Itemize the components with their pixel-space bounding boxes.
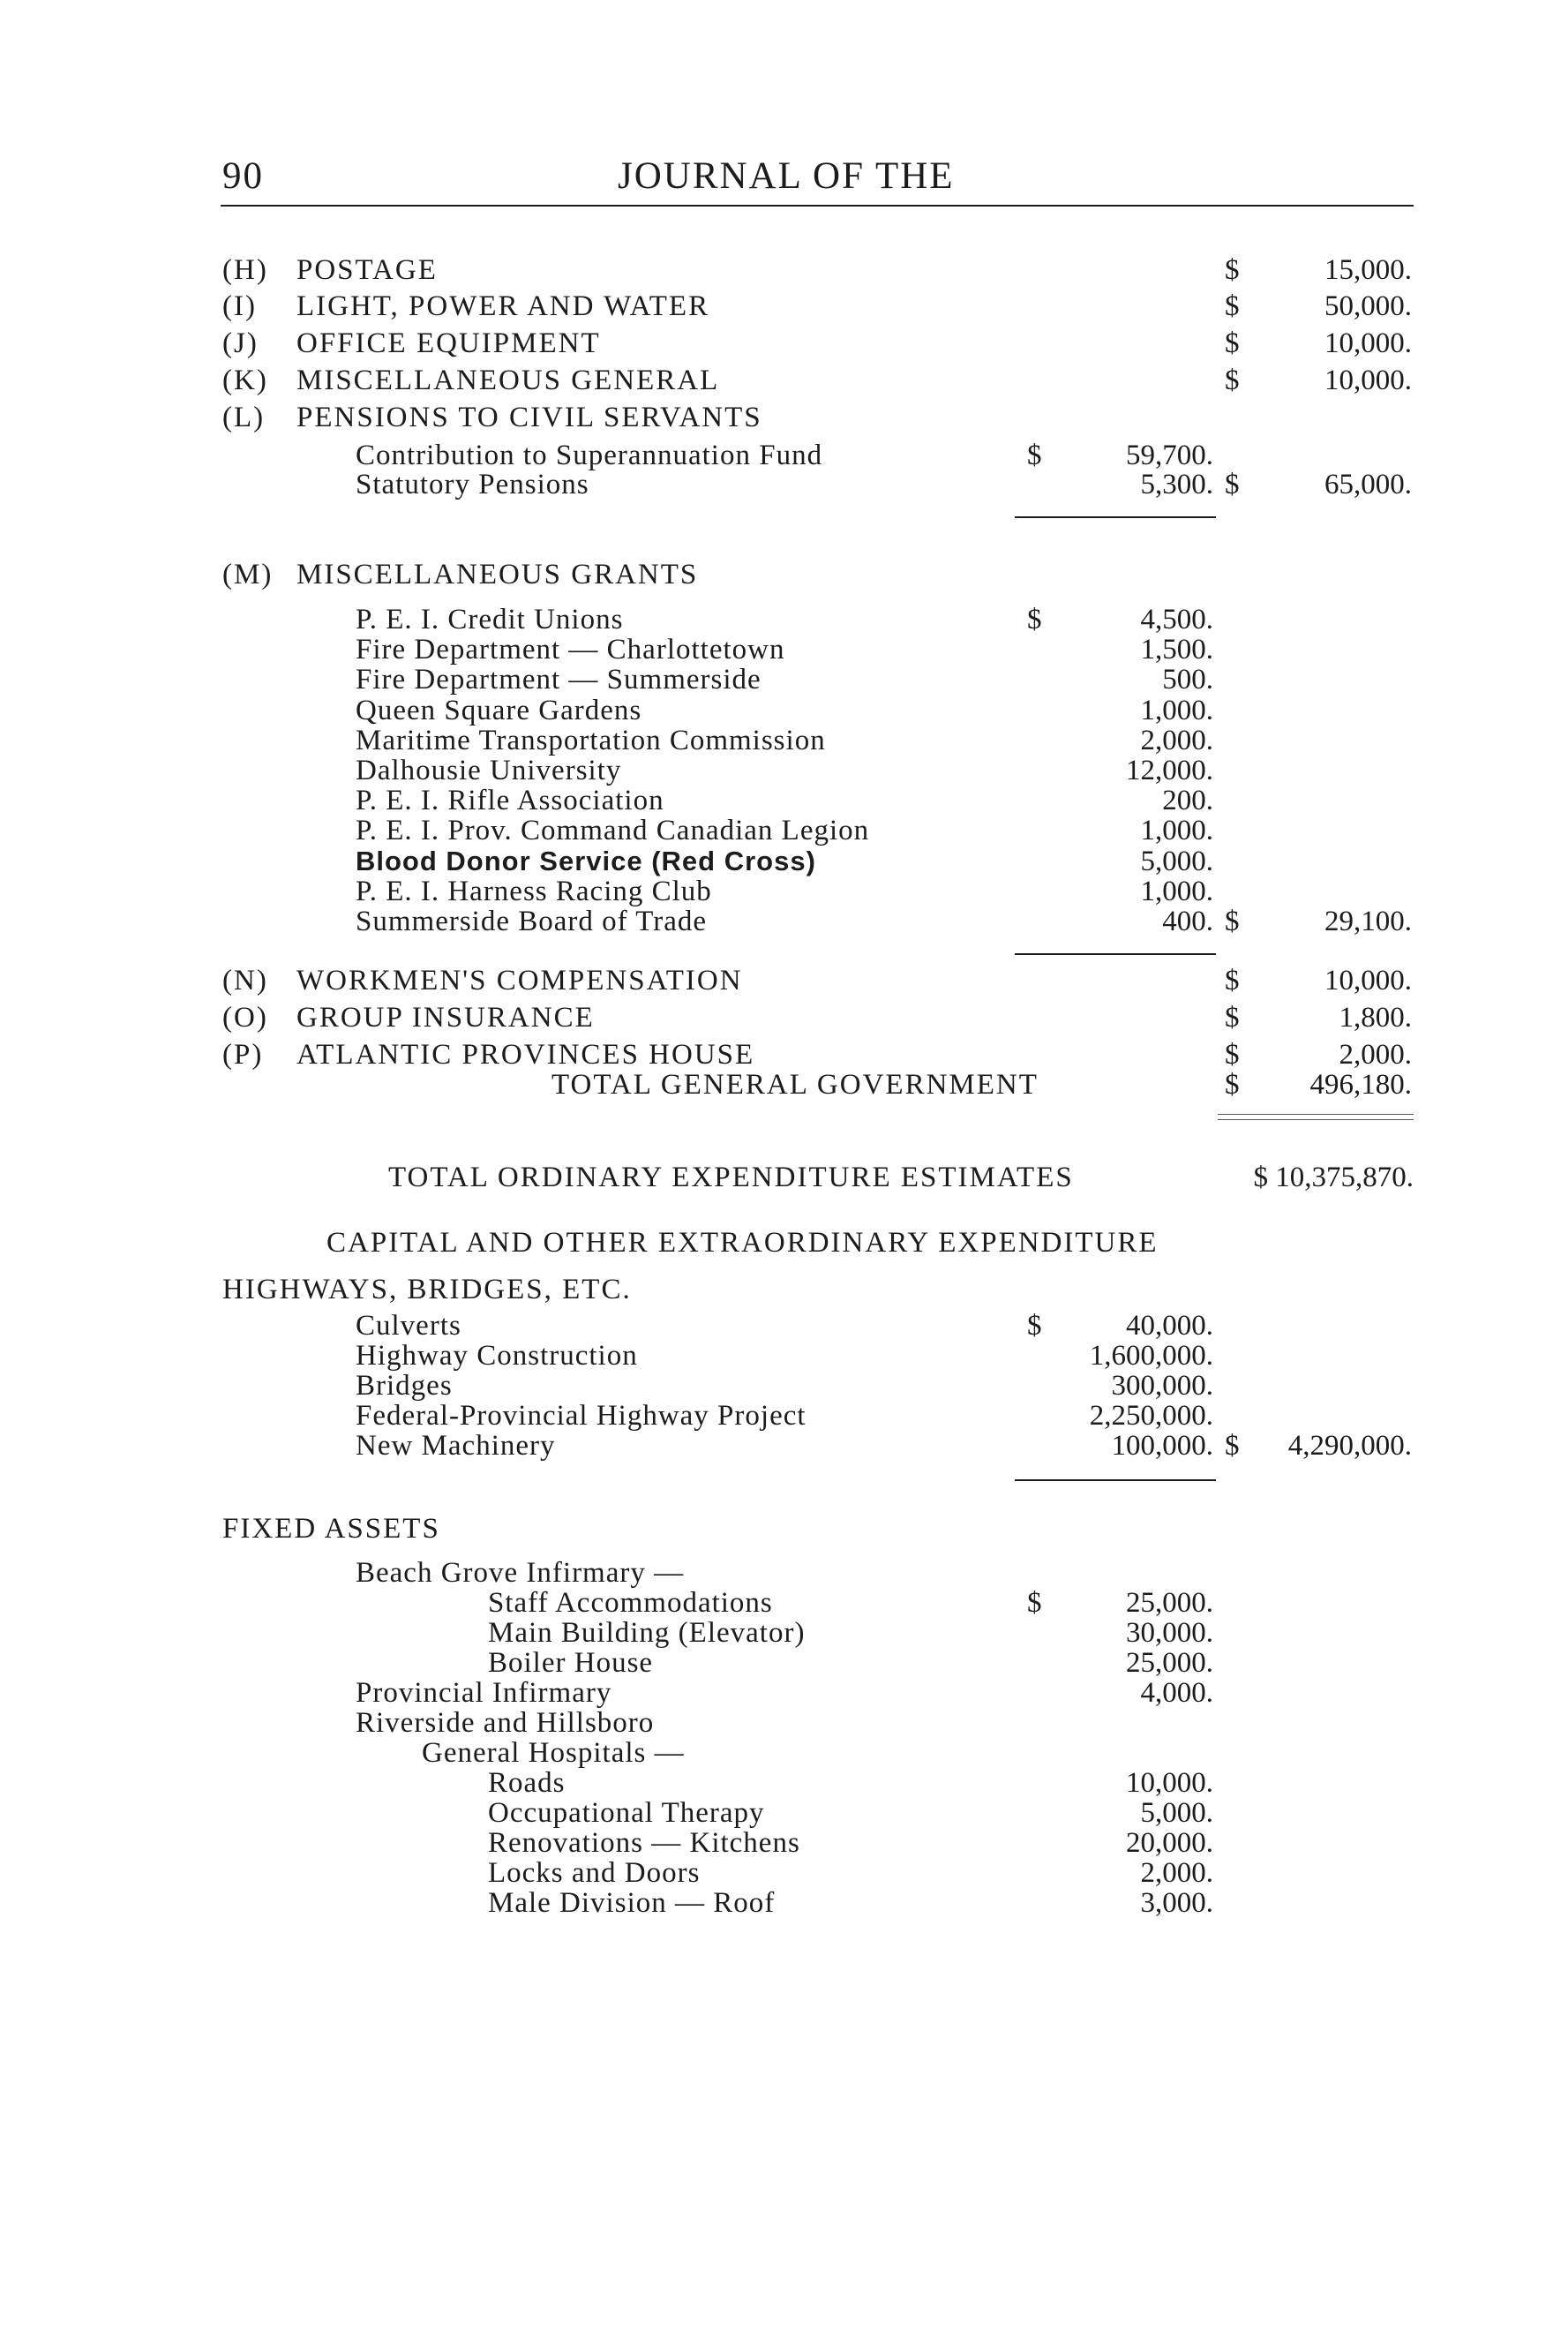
line-item-amount: 3,000. <box>1140 1887 1213 1919</box>
line-item-amount: 1,600,000. <box>1089 1340 1213 1372</box>
label-office-equipment: OFFICE EQUIPMENT <box>296 327 601 359</box>
code-i: (I) <box>222 290 257 322</box>
line-item-amount: 200. <box>1162 785 1213 817</box>
capital-heading: CAPITAL AND OTHER EXTRAORDINARY EXPENDITURE <box>326 1227 1159 1259</box>
line-item-amount: 2,000. <box>1140 724 1213 756</box>
label-pensions: PENSIONS TO CIVIL SERVANTS <box>296 402 762 433</box>
line-item-amount: 1,000. <box>1140 694 1213 726</box>
subtotal-rule <box>1015 516 1216 518</box>
total-general-government-label: TOTAL GENERAL GOVERNMENT <box>551 1069 1039 1101</box>
line-item-label: Locks and Doors <box>488 1857 701 1889</box>
highways-label: HIGHWAYS, BRIDGES, ETC. <box>222 1274 632 1305</box>
line-item-amount: 25,000. <box>1126 1647 1213 1679</box>
header-rule <box>221 205 1414 207</box>
line-item-amount: 20,000. <box>1126 1827 1213 1859</box>
page-title: JOURNAL OF THE <box>618 155 955 197</box>
amount-workmens-compensation: 10,000. <box>1324 965 1412 997</box>
dollar-sign: $ <box>1225 365 1240 396</box>
line-item-amount: 5,000. <box>1140 1797 1213 1829</box>
amount-group-insurance: 1,800. <box>1339 1002 1412 1034</box>
line-item-label: P. E. I. Prov. Command Canadian Legion <box>356 815 870 847</box>
page-number: 90 <box>222 155 264 197</box>
dollar-sign: $ <box>1225 290 1240 322</box>
line-item-amount: 1,000. <box>1140 875 1213 907</box>
line-item-label: P. E. I. Harness Racing Club <box>356 875 712 907</box>
dollar-sign: $ <box>1027 1310 1042 1342</box>
label-postage: POSTAGE <box>296 254 438 286</box>
line-item-label: Riverside and Hillsboro <box>356 1707 655 1739</box>
total-ordinary-label: TOTAL ORDINARY EXPENDITURE ESTIMATES <box>388 1162 1074 1193</box>
total-double-rule <box>1218 1119 1414 1120</box>
line-item-amount: 10,000. <box>1126 1767 1213 1799</box>
total-general-government: 496,180. <box>1309 1069 1412 1101</box>
line-item-label: Dalhousie University <box>356 755 622 786</box>
label-misc-grants: MISCELLANEOUS GRANTS <box>296 559 699 590</box>
code-j: (J) <box>222 327 259 359</box>
code-k: (K) <box>222 365 268 396</box>
pension-total: 65,000. <box>1324 469 1412 500</box>
line-item-label: Provincial Infirmary <box>356 1677 612 1709</box>
line-item-label: Main Building (Elevator) <box>488 1617 806 1649</box>
line-item-label: Fire Department — Summerside <box>356 664 761 696</box>
dollar-sign: $ <box>1225 1002 1240 1034</box>
total-double-rule <box>1218 1114 1414 1115</box>
dollar-sign: $ <box>1225 254 1240 286</box>
grants-total: 29,100. <box>1324 906 1412 937</box>
dollar-sign: $ <box>1225 1039 1240 1071</box>
line-item-amount: 40,000. <box>1126 1310 1213 1342</box>
line-item-label: Renovations — Kitchens <box>488 1827 800 1859</box>
pension-amount: 59,700. <box>1126 440 1213 471</box>
dollar-sign: $ <box>1225 469 1240 500</box>
line-item-amount: 2,250,000. <box>1089 1400 1213 1432</box>
line-item-amount: 5,000. <box>1140 845 1213 877</box>
line-item-amount: 100,000. <box>1111 1430 1213 1462</box>
code-l: (L) <box>222 402 266 433</box>
line-item-amount: 400. <box>1162 906 1213 937</box>
code-n: (N) <box>222 965 268 997</box>
pension-amount: 5,300. <box>1140 469 1213 500</box>
total-ordinary-amount: $ 10,375,870. <box>1253 1162 1414 1193</box>
dollar-sign: $ <box>1225 327 1240 359</box>
label-light-power-water: LIGHT, POWER AND WATER <box>296 290 710 322</box>
line-item-label: Staff Accommodations <box>488 1587 773 1619</box>
line-item-label: P. E. I. Credit Unions <box>356 604 624 636</box>
line-item-label: Summerside Board of Trade <box>356 906 708 937</box>
line-item-amount: 1,000. <box>1140 815 1213 847</box>
code-p: (P) <box>222 1039 264 1071</box>
line-item-amount: 300,000. <box>1111 1370 1213 1402</box>
line-item-label: Boiler House <box>488 1647 654 1679</box>
line-item-label: Roads <box>488 1767 566 1799</box>
line-item-label: Maritime Transportation Commission <box>356 724 826 756</box>
line-item-label: Queen Square Gardens <box>356 694 642 726</box>
line-item-label: Fire Department — Charlottetown <box>356 634 785 666</box>
dollar-sign: $ <box>1225 1069 1240 1101</box>
code-o: (O) <box>222 1002 268 1034</box>
label-atlantic-provinces-house: ATLANTIC PROVINCES HOUSE <box>296 1039 755 1071</box>
line-item-label: Federal-Provincial Highway Project <box>356 1400 807 1432</box>
dollar-sign: $ <box>1225 906 1240 937</box>
line-item-label: Male Division — Roof <box>488 1887 776 1919</box>
dollar-sign: $ <box>1027 440 1042 471</box>
subtotal-rule <box>1015 953 1216 955</box>
label-misc-general: MISCELLANEOUS GENERAL <box>296 365 720 396</box>
fixed-assets-label: FIXED ASSETS <box>222 1513 440 1545</box>
pension-item: Statutory Pensions <box>356 469 589 500</box>
line-item-amount: 4,000. <box>1140 1677 1213 1709</box>
line-item-amount: 500. <box>1162 664 1213 696</box>
line-item-amount: 12,000. <box>1126 755 1213 786</box>
line-item-label: Highway Construction <box>356 1340 638 1372</box>
line-item-amount: 2,000. <box>1140 1857 1213 1889</box>
line-item-label: Beach Grove Infirmary — <box>356 1557 685 1589</box>
line-item-label: Culverts <box>356 1310 461 1342</box>
label-workmens-compensation: WORKMEN'S COMPENSATION <box>296 965 743 997</box>
amount-misc-general: 10,000. <box>1324 365 1412 396</box>
subtotal-rule <box>1015 1479 1216 1481</box>
line-item-amount: 25,000. <box>1126 1587 1213 1619</box>
pension-item: Contribution to Superannuation Fund <box>356 440 823 471</box>
amount-office-equipment: 10,000. <box>1324 327 1412 359</box>
dollar-sign: $ <box>1225 1430 1240 1462</box>
amount-light-power-water: 50,000. <box>1324 290 1412 322</box>
line-item-label: Bridges <box>356 1370 453 1402</box>
line-item-label: P. E. I. Rifle Association <box>356 785 664 817</box>
line-item-label: General Hospitals — <box>422 1737 685 1769</box>
line-item-label: Occupational Therapy <box>488 1797 765 1829</box>
dollar-sign: $ <box>1027 1587 1042 1619</box>
dollar-sign: $ <box>1027 604 1042 636</box>
line-item-amount: 1,500. <box>1140 634 1213 666</box>
amount-atlantic-provinces-house: 2,000. <box>1339 1039 1412 1071</box>
code-h: (H) <box>222 254 268 286</box>
label-group-insurance: GROUP INSURANCE <box>296 1002 595 1034</box>
amount-postage: 15,000. <box>1324 254 1412 286</box>
line-item-amount: 4,500. <box>1140 604 1213 636</box>
code-m: (M) <box>222 559 274 590</box>
dollar-sign: $ <box>1225 965 1240 997</box>
line-item-label: New Machinery <box>356 1430 556 1462</box>
highways-total: 4,290,000. <box>1287 1430 1412 1462</box>
line-item-label: Blood Donor Service (Red Cross) <box>356 845 816 876</box>
line-item-amount: 30,000. <box>1126 1617 1213 1649</box>
